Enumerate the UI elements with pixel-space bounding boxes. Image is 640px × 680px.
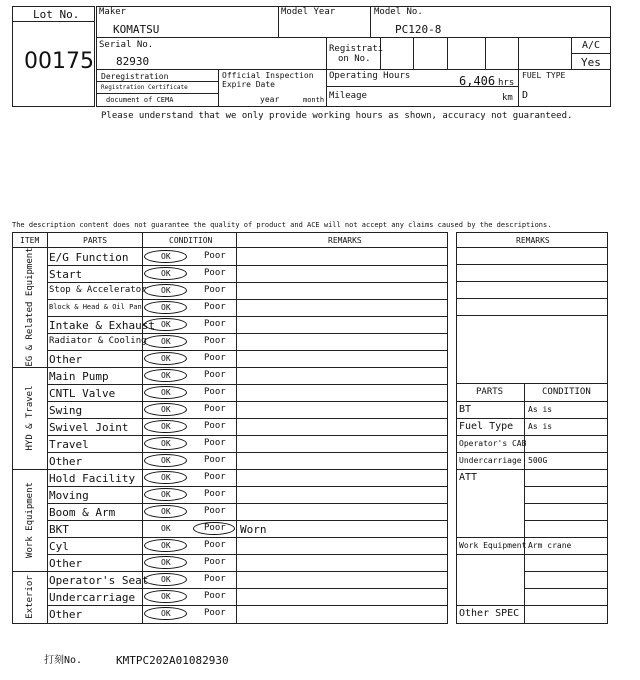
- selected-condition-circle: [144, 488, 187, 501]
- ok-option: OK: [161, 592, 171, 601]
- ok-option: OK: [161, 473, 171, 482]
- ok-option: OK: [161, 371, 171, 380]
- ok-option: OK: [161, 439, 171, 448]
- hours-note: Please understand that we only provide working hours as shown, accuracy not guaranteed.: [101, 111, 573, 121]
- part-name: Swivel Joint: [49, 421, 129, 434]
- poor-option: Poor: [204, 489, 226, 499]
- ok-option: OK: [161, 456, 171, 465]
- selected-condition-circle: [193, 522, 235, 535]
- part-name: Travel: [49, 438, 89, 451]
- selected-condition-circle: [144, 607, 187, 620]
- summary-remarks-header: REMARKS: [516, 236, 550, 245]
- disclaimer: The description content does not guarantee the quality of product and ACE will not accept any claims caused by the descriptions.: [12, 221, 552, 229]
- poor-option: Poor: [204, 404, 226, 414]
- stamp-no-label: 打刻No.: [44, 655, 83, 666]
- col-item-header: ITEM: [20, 236, 40, 245]
- model-no-value: PC120-8: [395, 23, 442, 36]
- ok-option: OK: [161, 524, 171, 533]
- part-name: Other: [49, 557, 83, 570]
- selected-condition-circle: [144, 573, 187, 586]
- ok-option: OK: [161, 303, 171, 312]
- part-name: Hold Facility: [49, 472, 136, 485]
- ok-option: OK: [161, 286, 171, 295]
- other-spec-label: Other SPEC: [459, 608, 520, 619]
- fuel-type-row-value: As is: [528, 422, 553, 431]
- group-label-exterior: Exterior: [25, 575, 35, 619]
- part-name: Stop & Accelerator: [49, 285, 147, 295]
- month-label: month: [303, 96, 325, 104]
- poor-option: Poor: [204, 438, 226, 448]
- summary-condition-header: CONDITION: [542, 387, 591, 397]
- ok-option: OK: [161, 269, 171, 278]
- selected-condition-circle: [144, 369, 187, 382]
- part-name: Other: [49, 455, 83, 468]
- poor-option: Poor: [204, 285, 226, 295]
- dereg-label: Deregistration: [101, 72, 169, 81]
- operator-cab-label: Operator's CAB: [459, 439, 527, 448]
- part-name: Intake & Exhaust: [49, 319, 155, 332]
- model-no-label: Model No.: [374, 7, 423, 17]
- bt-label: BT: [459, 404, 472, 415]
- ok-option: OK: [161, 609, 171, 618]
- work-equipment-value: Arm crane: [528, 541, 572, 550]
- group-label-hyd: HYD & Travel: [25, 385, 35, 451]
- work-equipment-label: Work Equipment: [459, 541, 527, 550]
- fuel-type-label: FUEL TYPE: [522, 71, 566, 80]
- poor-option: Poor: [204, 302, 226, 312]
- fuel-type-value: D: [522, 90, 529, 101]
- remark-text: Worn: [240, 523, 267, 536]
- ok-option: OK: [161, 337, 171, 346]
- poor-option: Poor: [204, 353, 226, 363]
- poor-option: Poor: [204, 472, 226, 482]
- bt-value: As is: [528, 405, 553, 414]
- selected-condition-circle: [144, 386, 187, 399]
- selected-condition-circle: [144, 250, 187, 263]
- lot-label: Lot No.: [33, 8, 80, 21]
- selected-condition-circle: [144, 471, 187, 484]
- ok-option: OK: [161, 388, 171, 397]
- ok-option: OK: [161, 575, 171, 584]
- part-name: E/G Function: [49, 251, 129, 264]
- poor-option: Poor: [204, 591, 226, 601]
- mileage-unit: km: [502, 93, 513, 103]
- dereg-cert-label: Registration Certificate: [101, 84, 188, 91]
- selected-condition-circle: [144, 267, 187, 280]
- selected-condition-circle: [144, 284, 187, 297]
- col-parts-header: PARTS: [83, 236, 108, 245]
- ok-option: OK: [161, 354, 171, 363]
- part-name: Main Pump: [49, 370, 109, 383]
- poor-option: Poor: [204, 319, 226, 329]
- ok-option: OK: [161, 558, 171, 567]
- part-name: Radiator & Cooling: [49, 336, 147, 346]
- part-name: Boom & Arm: [49, 506, 116, 519]
- selected-condition-circle: [144, 301, 187, 314]
- part-name: Start: [49, 268, 83, 281]
- model-year-label: Model Year: [281, 7, 336, 17]
- part-name: Operator's Seat: [49, 574, 149, 587]
- dereg-doc-label: document of CEMA: [106, 96, 174, 104]
- serial-value: 82930: [116, 55, 150, 68]
- ok-option: OK: [161, 541, 171, 550]
- ok-option: OK: [161, 320, 171, 329]
- poor-option: Poor: [204, 251, 226, 261]
- poor-option: Poor: [204, 421, 226, 431]
- undercarriage-value: 500G: [528, 456, 548, 465]
- poor-option: Poor: [204, 370, 226, 380]
- poor-option: Poor: [204, 608, 226, 618]
- ok-option: OK: [161, 422, 171, 431]
- serial-label: Serial No.: [99, 40, 154, 50]
- part-name: Undercarriage: [49, 591, 136, 604]
- selected-condition-circle: [144, 437, 187, 450]
- poor-option: Poor: [204, 540, 226, 550]
- stamp-no-value: KMTPC202A01082930: [116, 654, 229, 667]
- selected-condition-circle: [144, 556, 187, 569]
- poor-option: Poor: [204, 455, 226, 465]
- ok-option: OK: [161, 405, 171, 414]
- part-name: Cyl: [49, 540, 69, 553]
- selected-condition-circle: [144, 420, 187, 433]
- undercarriage-label: Undercarriage: [459, 456, 522, 465]
- selected-condition-circle: [144, 590, 187, 603]
- poor-option: Poor: [204, 336, 226, 346]
- part-name: Moving: [49, 489, 89, 502]
- part-name: Block & Head & Oil Pan: [49, 303, 142, 311]
- hours-label: Operating Hours: [329, 71, 411, 81]
- col-condition-header: CONDITION: [169, 236, 213, 245]
- part-name: Other: [49, 608, 83, 621]
- group-label-eg: EG & Related Equipment: [25, 247, 35, 367]
- part-name: Other: [49, 353, 83, 366]
- poor-option: Poor: [204, 268, 226, 278]
- group-label-work: Work Equipment: [25, 482, 35, 558]
- summary-parts-header: PARTS: [476, 387, 504, 397]
- lot-number: 00175: [24, 49, 94, 74]
- inspection-label-2: Expire Date: [222, 80, 275, 89]
- att-label: ATT: [459, 472, 478, 483]
- ok-option: OK: [161, 252, 171, 261]
- selected-condition-circle: [144, 505, 187, 518]
- mileage-label: Mileage: [329, 91, 367, 101]
- part-name: Swing: [49, 404, 83, 417]
- ac-value: Yes: [581, 56, 601, 69]
- maker-value: KOMATSU: [113, 23, 160, 36]
- ok-option: OK: [161, 507, 171, 516]
- hours-unit: hrs: [498, 78, 515, 88]
- poor-option: Poor: [204, 387, 226, 397]
- selected-condition-circle: [144, 539, 187, 552]
- poor-option: Poor: [204, 557, 226, 567]
- selected-condition-circle: [144, 454, 187, 467]
- registration-label: Registrati: [329, 44, 384, 54]
- hours-value: 6,406: [459, 74, 496, 88]
- selected-condition-circle: [144, 403, 187, 416]
- registration-label-2: on No.: [338, 54, 371, 64]
- poor-option: Poor: [204, 574, 226, 584]
- poor-option: Poor: [204, 506, 226, 516]
- col-remarks-header: REMARKS: [328, 236, 362, 245]
- maker-label: Maker: [99, 7, 127, 17]
- poor-option: Poor: [204, 523, 226, 533]
- ac-label: A/C: [582, 40, 601, 51]
- selected-condition-circle: [144, 335, 187, 348]
- ok-option: OK: [161, 490, 171, 499]
- fuel-type-row-label: Fuel Type: [459, 421, 514, 432]
- inspection-label: Official Inspection: [222, 71, 314, 80]
- part-name: BKT: [49, 523, 69, 536]
- selected-condition-circle: [144, 318, 187, 331]
- selected-condition-circle: [144, 352, 187, 365]
- year-label: year: [260, 95, 280, 104]
- part-name: CNTL Valve: [49, 387, 116, 400]
